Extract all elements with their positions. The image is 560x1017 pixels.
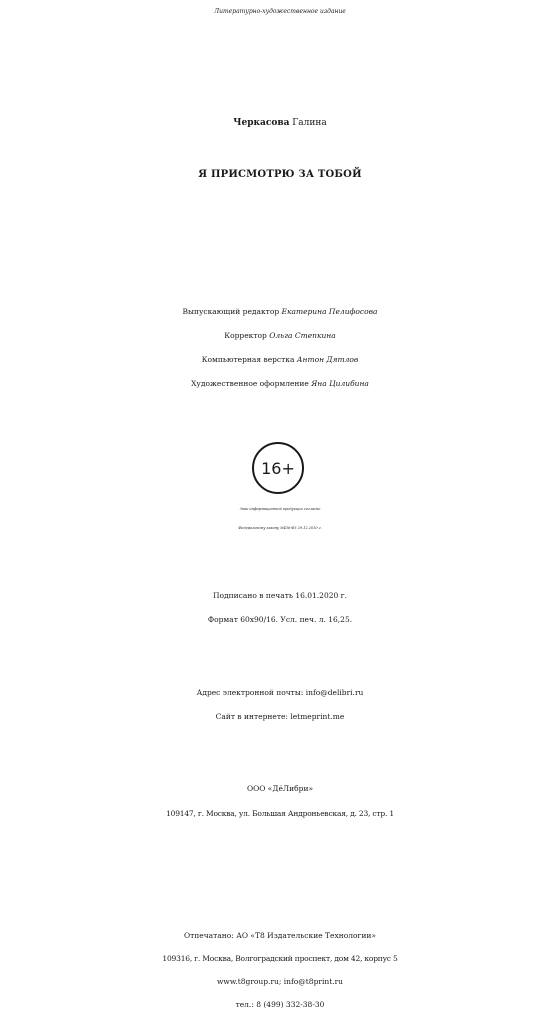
age-rating-badge: 16+ xyxy=(252,442,304,494)
credit-line xyxy=(0,372,560,396)
credit-name: Ольга Степкина xyxy=(269,331,336,340)
credit-role: Выпускающий редактор xyxy=(182,307,280,316)
credit-line xyxy=(0,348,560,372)
author-surname: Черкасова xyxy=(233,118,290,128)
printer-line4: тел.: 8 (499) 332-38-30 xyxy=(235,1000,325,1009)
book-title: Я ПРИСМОТРЮ ЗА ТОБОЙ xyxy=(198,169,362,180)
age-notice-line2: Федеральному закону №436-ФЗ 29.12.2010 г. xyxy=(238,526,322,530)
credit-name: Антон Дятлов xyxy=(296,355,359,364)
credit-role: Компьютерная верстка xyxy=(201,355,295,364)
publisher-name: ООО «ДéЛибри» xyxy=(246,784,314,793)
printer-line3: www.t8group.ru; info@t8print.ru xyxy=(216,977,344,986)
credit-line xyxy=(0,300,560,324)
credit-line xyxy=(0,324,560,348)
age-notice-line1: Знак информационной продукции согласно xyxy=(239,507,321,511)
credit-role: Корректор xyxy=(224,331,267,340)
credit-name: Екатерина Пелифосова xyxy=(281,307,378,316)
credit-role: Художественное оформление xyxy=(191,379,309,388)
website-line: Сайт в интернете: letmeprint.me xyxy=(215,712,345,721)
printer-line1: Отпечатано: АО «Т8 Издательские Технологии» xyxy=(183,931,376,940)
author-line xyxy=(0,111,560,135)
publisher-address: 109147, г. Москва, ул. Большая Андроньевская, д. 23, стр. 1 xyxy=(166,809,394,818)
author-name: Галина xyxy=(292,118,327,128)
credit-name: Яна Цилибина xyxy=(311,379,369,388)
email-line: Адрес электронной почты: info@delibri.ru xyxy=(196,688,364,697)
edition-type: Литературно-художественное издание xyxy=(214,8,346,15)
print-signed-date: Подписано в печать 16.01.2020 г. xyxy=(213,591,347,600)
print-format: Формат 60x90/16. Усл. печ. л. 16,25. xyxy=(207,615,353,624)
printer-line2: 109316, г. Москва, Волгоградский проспект, дом 42, корпус 5 xyxy=(162,954,398,963)
